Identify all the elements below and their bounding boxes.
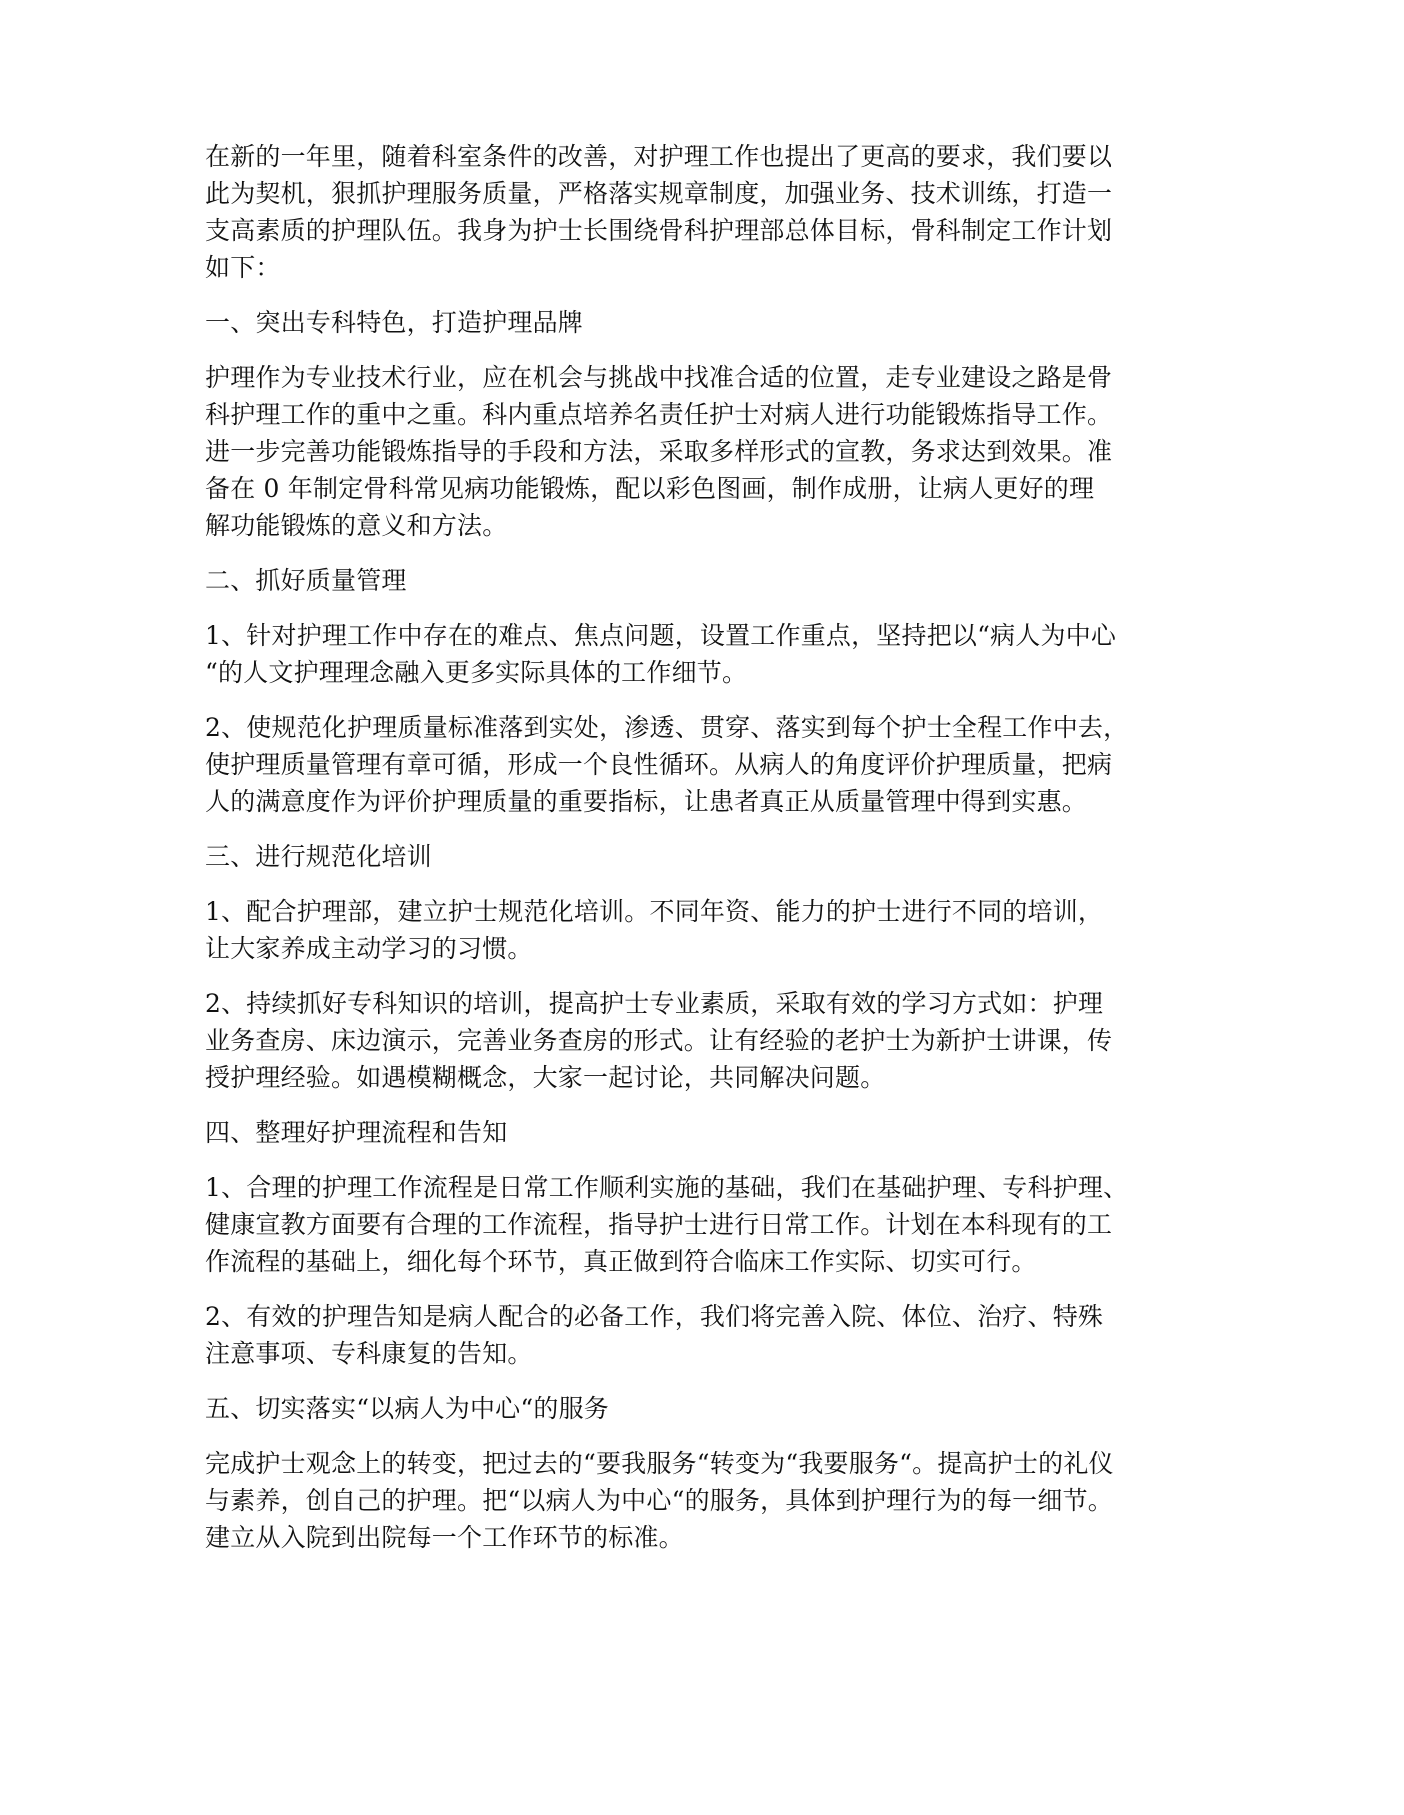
heading-text: 五、切实落实“以病人为中心“的服务 bbox=[205, 1394, 609, 1423]
text-line: “的人文护理理念融入更多实际具体的工作细节。 bbox=[205, 658, 748, 687]
section-3-item-1 bbox=[205, 893, 1245, 967]
section-4-item-2 bbox=[205, 1298, 1245, 1372]
heading-text: 一、突出专科特色，打造护理品牌 bbox=[205, 308, 584, 337]
text-line: 完成护士观念上的转变，把过去的“要我服务“转变为“我要服务“。提高护士的礼仪 bbox=[205, 1449, 1114, 1478]
intro-paragraph bbox=[205, 138, 1245, 286]
text-line: 作流程的基础上，细化每个环节，真正做到符合临床工作实际、切实可行。 bbox=[205, 1247, 1037, 1276]
text-line: 支高素质的护理队伍。我身为护士长围绕骨科护理部总体目标，骨科制定工作计划 bbox=[205, 216, 1113, 245]
document-page bbox=[205, 138, 1245, 1574]
text-line: 在新的一年里，随着科室条件的改善，对护理工作也提出了更高的要求，我们要以 bbox=[205, 142, 1113, 171]
section-3-item-2 bbox=[205, 985, 1245, 1096]
section-heading-3 bbox=[205, 838, 1245, 875]
text-line: 1、合理的护理工作流程是日常工作顺利实施的基础，我们在基础护理、专科护理、 bbox=[205, 1173, 1129, 1202]
text-line: 进一步完善功能锻炼指导的手段和方法，采取多样形式的宣教，务求达到效果。准 bbox=[205, 437, 1113, 466]
text-line: 2、使规范化护理质量标准落到实处，渗透、贯穿、落实到每个护士全程工作中去， bbox=[205, 713, 1129, 742]
text-line: 建立从入院到出院每一个工作环节的标准。 bbox=[205, 1523, 684, 1552]
text-line: 业务查房、床边演示，完善业务查房的形式。让有经验的老护士为新护士讲课，传 bbox=[205, 1026, 1113, 1055]
text-line: 人的满意度作为评价护理质量的重要指标，让患者真正从质量管理中得到实惠。 bbox=[205, 787, 1088, 816]
heading-text: 二、抓好质量管理 bbox=[205, 566, 407, 595]
section-1-paragraph bbox=[205, 359, 1245, 544]
text-line: 如下： bbox=[205, 253, 281, 282]
text-line: 使护理质量管理有章可循，形成一个良性循环。从病人的角度评价护理质量，把病 bbox=[205, 750, 1113, 779]
section-heading-5 bbox=[205, 1390, 1245, 1427]
text-line: 护理作为专业技术行业，应在机会与挑战中找准合适的位置，走专业建设之路是骨 bbox=[205, 363, 1113, 392]
text-line: 注意事项、专科康复的告知。 bbox=[205, 1339, 533, 1368]
text-line: 2、持续抓好专科知识的培训，提高护士专业素质，采取有效的学习方式如：护理 bbox=[205, 989, 1104, 1018]
section-heading-4 bbox=[205, 1114, 1245, 1151]
text-line: 与素养，创自己的护理。把“以病人为中心“的服务，具体到护理行为的每一细节。 bbox=[205, 1486, 1113, 1515]
text-line: 让大家养成主动学习的习惯。 bbox=[205, 934, 533, 963]
section-5-paragraph bbox=[205, 1445, 1245, 1556]
text-line: 1、配合护理部，建立护士规范化培训。不同年资、能力的护士进行不同的培训， bbox=[205, 897, 1104, 926]
section-4-item-1 bbox=[205, 1169, 1245, 1280]
section-2-item-2 bbox=[205, 709, 1245, 820]
section-heading-2 bbox=[205, 562, 1245, 599]
text-line: 1、针对护理工作中存在的难点、焦点问题，设置工作重点，坚持把以“病人为中心 bbox=[205, 621, 1117, 650]
text-line: 健康宣教方面要有合理的工作流程，指导护士进行日常工作。计划在本科现有的工 bbox=[205, 1210, 1113, 1239]
heading-text: 四、整理好护理流程和告知 bbox=[205, 1118, 508, 1147]
text-line: 科护理工作的重中之重。科内重点培养名责任护士对病人进行功能锻炼指导工作。 bbox=[205, 400, 1113, 429]
text-line: 备在 0 年制定骨科常见病功能锻炼，配以彩色图画，制作成册，让病人更好的理 bbox=[205, 474, 1095, 503]
text-line: 此为契机，狠抓护理服务质量，严格落实规章制度，加强业务、技术训练，打造一 bbox=[205, 179, 1113, 208]
text-line: 授护理经验。如遇模糊概念，大家一起讨论，共同解决问题。 bbox=[205, 1063, 886, 1092]
text-line: 解功能锻炼的意义和方法。 bbox=[205, 511, 508, 540]
heading-text: 三、进行规范化培训 bbox=[205, 842, 432, 871]
text-line: 2、有效的护理告知是病人配合的必备工作，我们将完善入院、体位、治疗、特殊 bbox=[205, 1302, 1104, 1331]
section-2-item-1 bbox=[205, 617, 1245, 691]
section-heading-1 bbox=[205, 304, 1245, 341]
